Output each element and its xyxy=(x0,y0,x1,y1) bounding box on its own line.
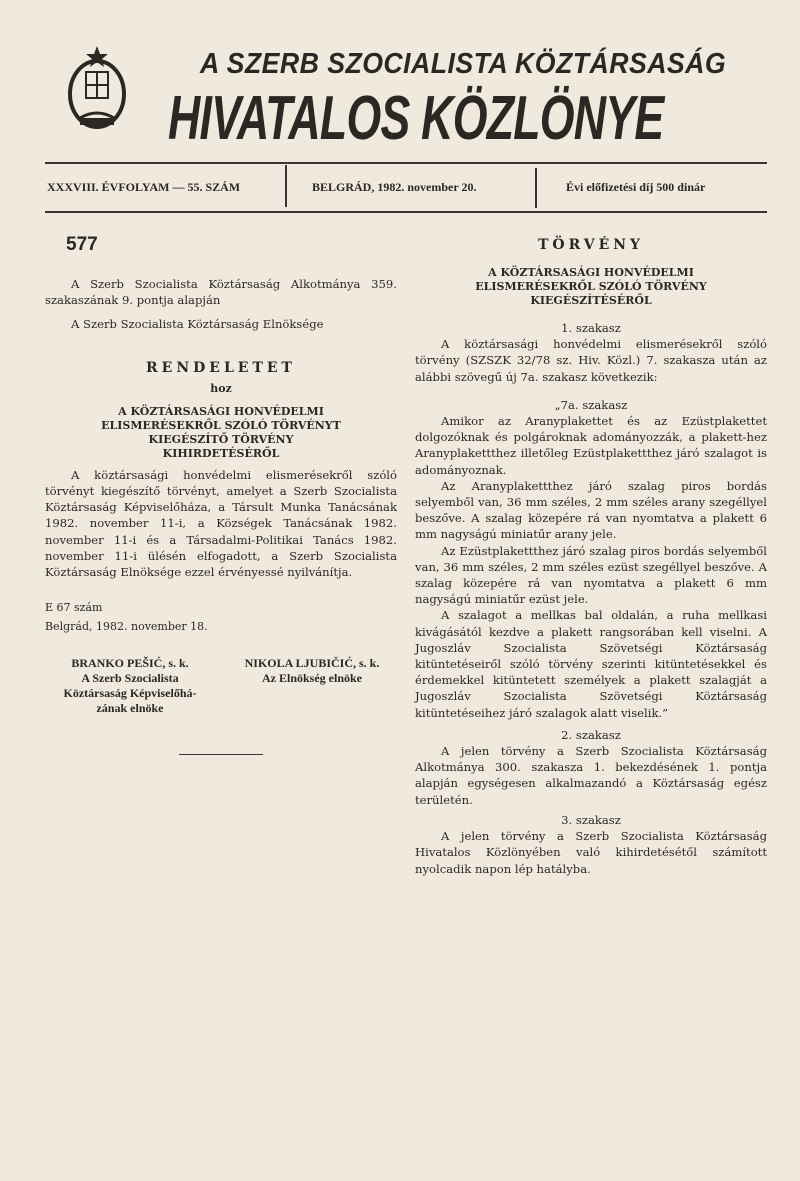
subject-line: ELISMERÉSEKRŐL SZÓLÓ TÖRVÉNYT xyxy=(101,418,341,432)
signatures xyxy=(45,656,397,716)
subject-line: KIEGÉSZÍTŐ TÖRVÉNY xyxy=(148,432,294,446)
decree-subject xyxy=(45,405,397,461)
subscription-price: Évi előfizetési díj 500 dinár xyxy=(566,180,706,194)
decree-body: A köztársasági honvédelmi elismerésekről szóló törvényt kiegészítő törvényt, amelyet a Szerb Szocialista Köztársaság Képviselőháza, a Társult Munka Tanácsának 1982. november 11-i, a Községek Tanácsának 1982. november 11-i és a Társadalmi-Politikai Tanács 1982. november 11-i ülésén elfogadott, a Szerb Szocialista Köztársaság Elnöksége ezzel érvényessé nyilvánítja. xyxy=(45,467,397,580)
masthead-title: HIVATALOS KÖZLÖNYE xyxy=(168,84,664,153)
divider xyxy=(45,211,767,213)
subject-line: A KÖZTÁRSASÁGI HONVÉDELMI xyxy=(118,404,324,418)
signature-2 xyxy=(227,656,397,716)
issuer: A Szerb Szocialista Köztársaság Elnöksége xyxy=(71,317,324,332)
section-1-text: A köztársasági honvédelmi elismerésekről szóló törvény (SZSZK 32/78 sz. Hiv. Közl.) 7. szakasza után az alábbi szövegű új 7a. szakasz következik: xyxy=(415,337,767,384)
signatory-name: NIKOLA LJUBIČIĆ, s. k. xyxy=(244,655,380,670)
masthead-line1: A SZERB SZOCIALISTA KÖZTÁRSASÁG xyxy=(200,48,727,80)
subject-line: ELISMERÉSEKRŐL SZÓLÓ TÖRVÉNY xyxy=(475,280,707,293)
divider xyxy=(45,162,767,164)
section-3-heading: 3. szakasz xyxy=(561,812,621,827)
signatory-name: BRANKO PEŠIĆ, s. k. xyxy=(71,655,189,670)
signatory-role: zának elnöke xyxy=(96,700,164,715)
coat-of-arms-emblem xyxy=(66,44,128,136)
divider xyxy=(535,168,537,208)
subject-line: A KÖZTÁRSASÁGI HONVÉDELMI xyxy=(488,266,694,279)
section-2-heading: 2. szakasz xyxy=(561,727,621,742)
decree-date: Belgrád, 1982. november 18. xyxy=(45,620,208,634)
item-number: 577 xyxy=(66,234,98,255)
paragraph: Amikor az Aranyplakettet és az Ezüstplakettet dolgozóknak és polgároknak adományozzák, a plakett-hez Aranyplakettthez illetőleg Ezüstplakettthez járó szalagot is adományoznak. xyxy=(415,414,767,477)
signature-1 xyxy=(45,656,215,716)
law-title: TÖRVÉNY xyxy=(537,237,645,253)
signatory-role: A Szerb Szocialista xyxy=(81,670,179,685)
end-rule xyxy=(179,754,263,756)
paragraph: A szalagot a mellkas bal oldalán, a ruha mellkasi kivágásától kezdve a plakett rangsorában kell viselni. A Jugoszláv Szocialista Szövetségi Köztársaság kitüntetéseiről szóló törvény szerinti kitüntetésekkel és érdemekkel kitüntetett személyek a plakett szalagját a Jugoszláv Szocialista Szövetségi Köztársaság kitüntetéseihez járó szalagok alatt viselik.” xyxy=(415,608,767,720)
decree-title: RENDELETET xyxy=(146,359,296,376)
decree-hoz: hoz xyxy=(210,381,232,395)
right-column xyxy=(415,236,767,877)
section-2-text: A jelen törvény a Szerb Szocialista Köztársaság Alkotmánya 300. szakasza 1. bekezdésének 1. pontja alapján egységesen alkalmazandó a Köztársaság egész területén. xyxy=(415,744,767,807)
section-3-text: A jelen törvény a Szerb Szocialista Köztársaság Hivatalos Közlönyében való kihirdetésétől számított nyolcadik napon lép hatályba. xyxy=(415,829,767,876)
left-column xyxy=(45,234,397,755)
law-subject xyxy=(415,266,767,308)
section-1-heading: 1. szakasz xyxy=(561,321,621,335)
subject-line: KIHIRDETÉSÉRŐL xyxy=(162,446,280,460)
paragraph: Az Aranyplakettthez járó szalag piros bordás selyemből van, 36 mm széles, 2 mm széles arany szegéllyel beszőve. A szalag közepére rá van nyomtatva a plakett 6 mm nagyságú miniatűr arany jele. xyxy=(415,478,767,542)
volume-number: XXXVIII. ÉVFOLYAM — 55. SZÁM xyxy=(47,180,241,194)
subject-line: KIEGÉSZÍTÉSÉRŐL xyxy=(530,294,652,307)
place-date: BELGRÁD, 1982. november 20. xyxy=(312,180,477,194)
intro-text: A Szerb Szocialista Köztársaság Alkotmánya 359. szakaszának 9. pontja alapján xyxy=(45,277,397,308)
signatory-role: Az Elnökség elnöke xyxy=(261,670,362,685)
reference-number: E 67 szám xyxy=(45,601,103,615)
signatory-role: Köztársaság Képviselőhá- xyxy=(63,685,197,700)
divider xyxy=(285,165,287,207)
paragraph: Az Ezüstplakettthez járó szalag piros bordás selyemből van, 36 mm széles, 2 mm széles ezüst szegéllyel beszőve. A szalag közepére rá van nyomtatva a plakett 6 mm nagyságú miniatűr ezüst jele. xyxy=(415,543,767,607)
section-7a-heading: „7a. szakasz xyxy=(554,397,628,412)
